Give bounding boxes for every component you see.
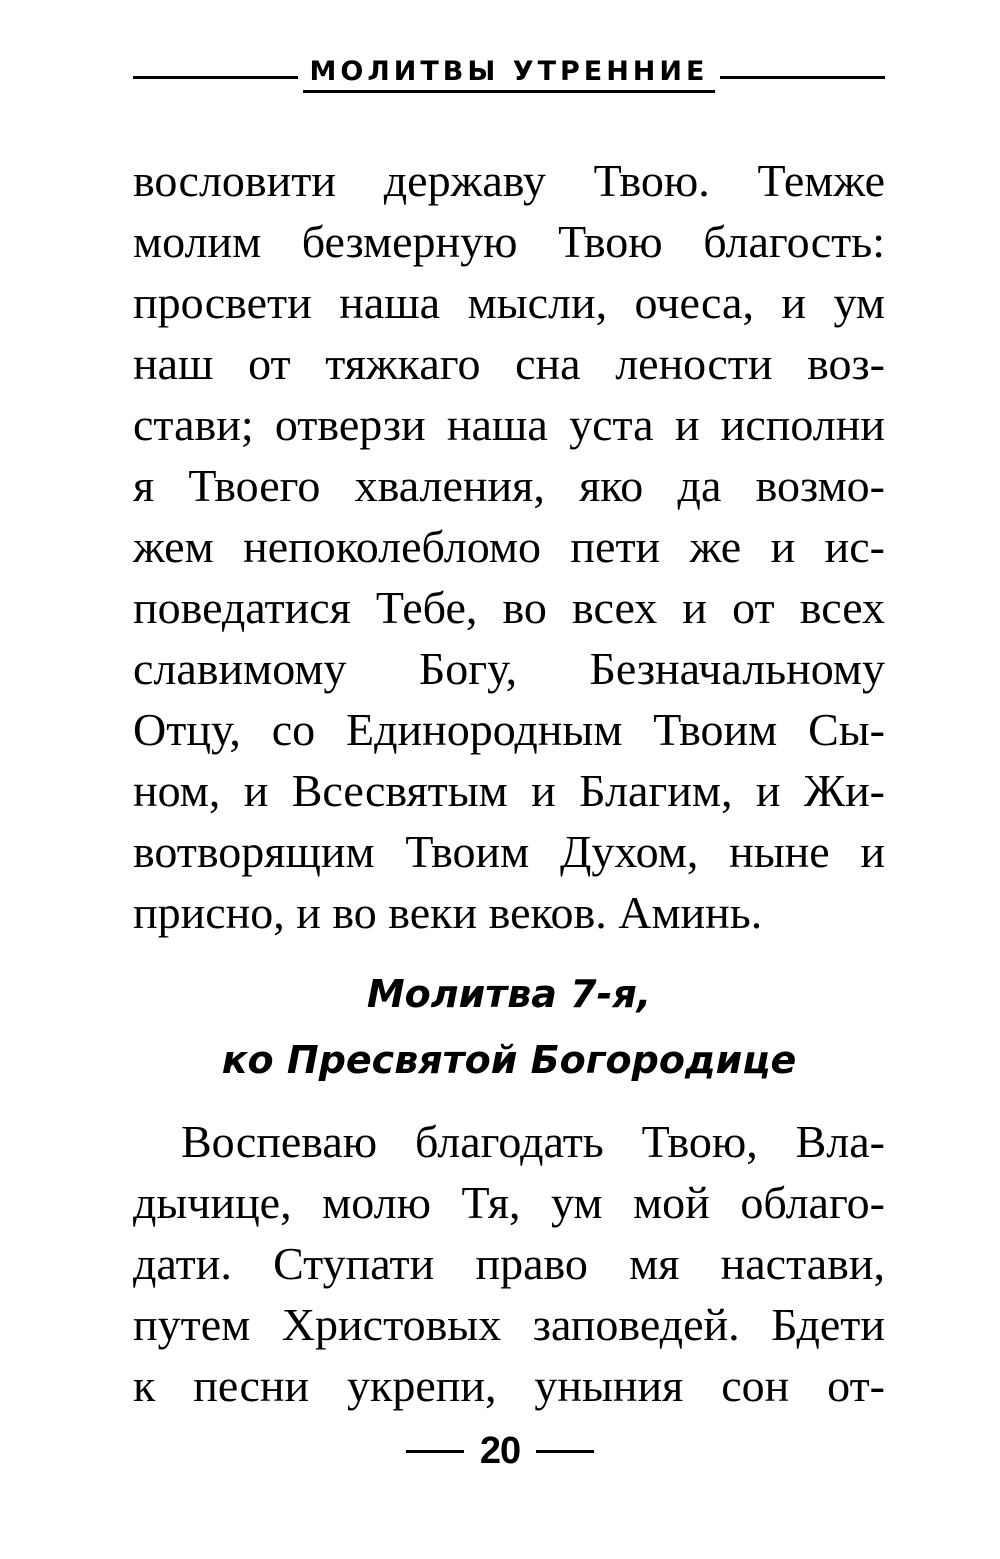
header-rule-right [720, 76, 885, 79]
footer-dash-right [536, 1450, 594, 1453]
text-line: ном, и Всесвятым и Благим, и Жи- [133, 765, 885, 816]
text-line: Отцу, со Единородным Твоим Сы- [133, 704, 885, 755]
text-line: присно, и во веки веков. Аминь. [133, 887, 763, 938]
header-rule-left [133, 76, 298, 79]
text-line: просвети наша мысли, очеса, и ум [133, 277, 885, 328]
header-title: МОЛИТВЫ УТРЕННИЕ [309, 56, 709, 87]
text-line: поведатися Тебе, во всех и от всех [133, 582, 885, 633]
text-line: славимому Богу, Безначальному [133, 643, 885, 694]
text-line: дати. Ступати право мя настави, [133, 1238, 885, 1289]
text-line: наш от тяжкаго сна лености воз- [133, 338, 885, 389]
footer-dash-left [406, 1450, 464, 1453]
text-line: жем непоколебломо пети же и ис- [133, 521, 885, 572]
text-line: дычице, молю Тя, ум мой облаго- [133, 1177, 885, 1228]
section-heading-line-1: Молитва 7-я, [366, 972, 652, 1016]
text-line: путем Христовых заповедей. Бдети [133, 1299, 885, 1350]
page-footer [0, 1426, 1000, 1476]
page-number: 20 [479, 1429, 521, 1472]
prayer-7-text [133, 1111, 885, 1416]
section-heading-line-2: ко Пресвятой Богородице [221, 1038, 797, 1082]
text-line: стави; отверзи наша уста и исполни [133, 399, 885, 450]
text-line: к песни укрепи, уныния сон от- [133, 1360, 885, 1411]
text-line: я Твоего хваления, яко да возмо- [133, 460, 885, 511]
text-line: молим безмерную Твою благость: [133, 216, 885, 267]
running-header [133, 50, 885, 100]
header-title-underline [303, 90, 715, 93]
text-line: вотворящим Твоим Духом, ныне и [133, 826, 885, 877]
prayer-6-continuation-text [133, 150, 885, 943]
text-line: вословити державу Твою. Темже [133, 155, 885, 206]
text-line: Воспеваю благодать Твою, Вла- [181, 1116, 885, 1167]
